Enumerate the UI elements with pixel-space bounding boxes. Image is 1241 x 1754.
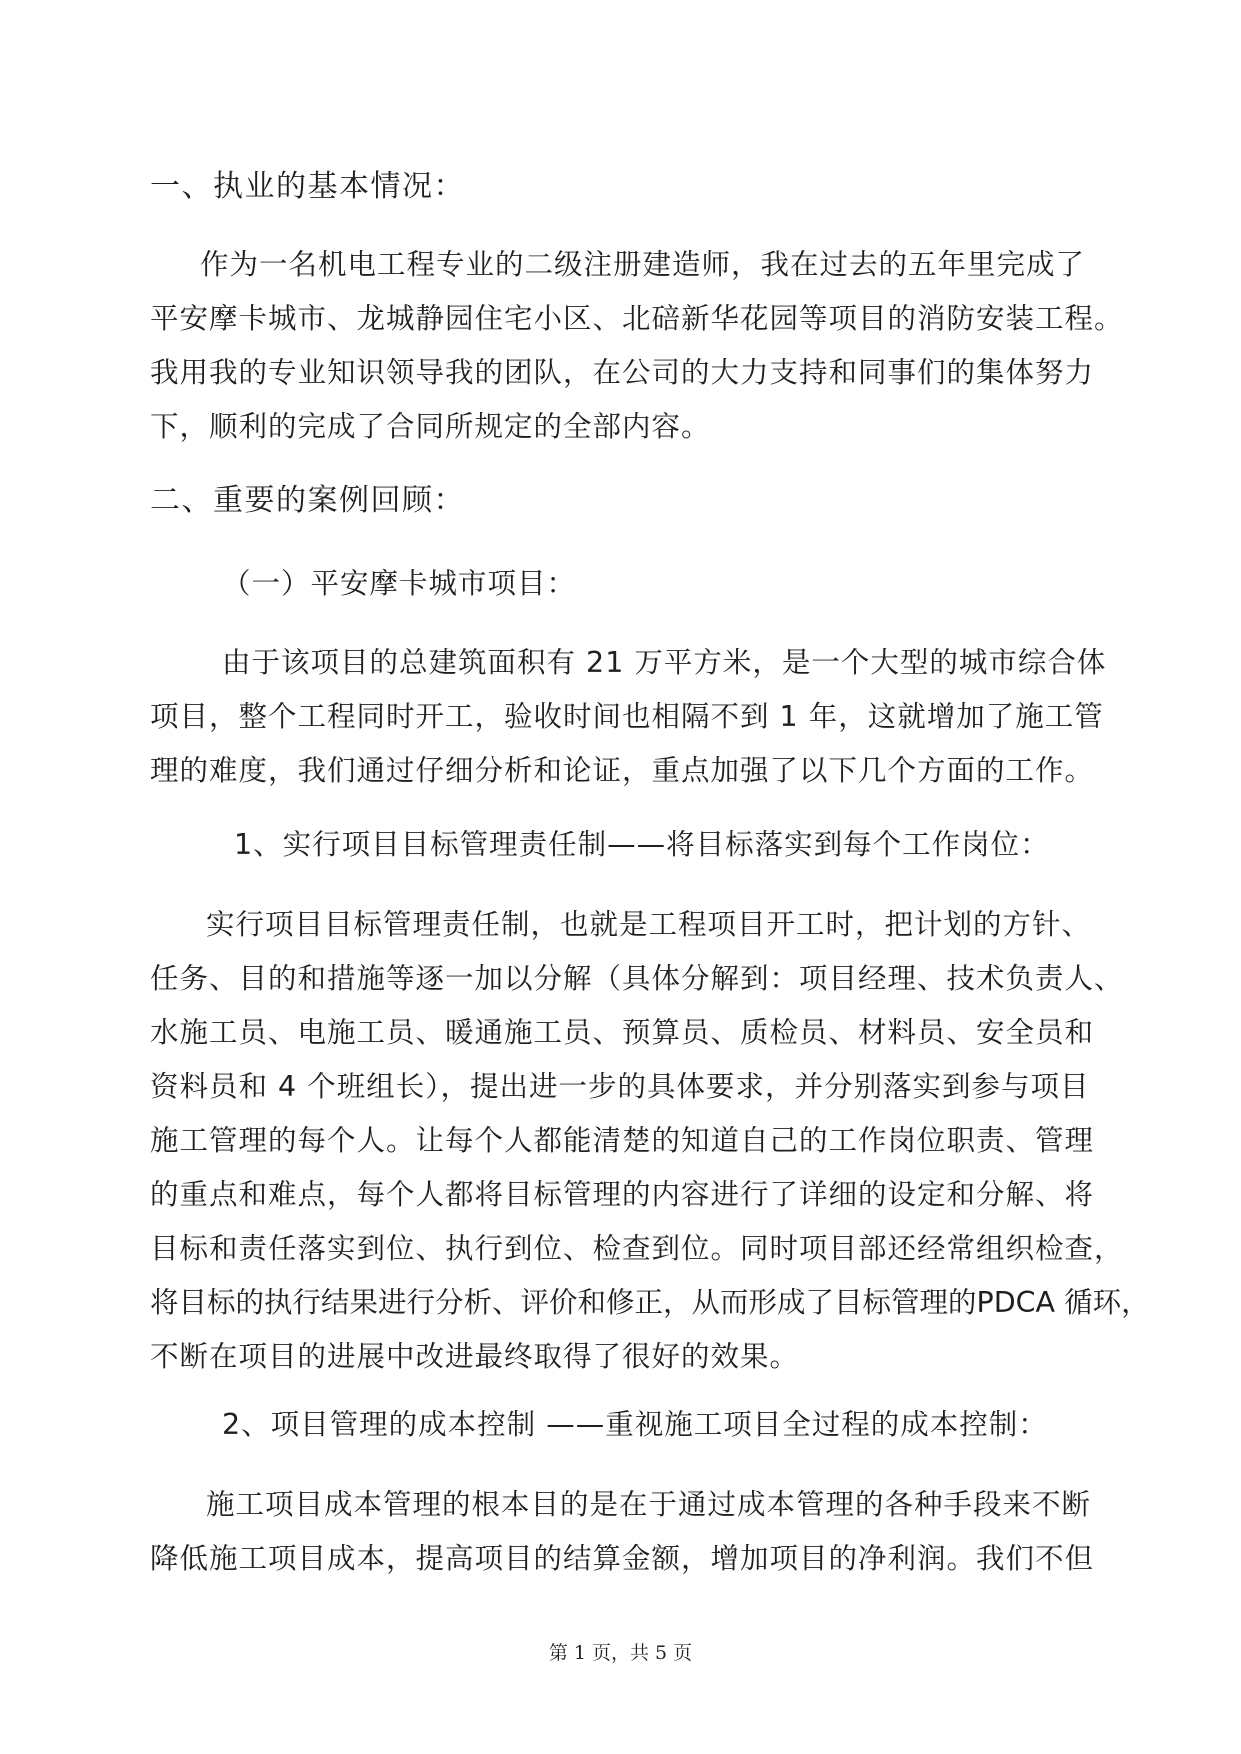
paragraph-line: 项目，整个工程同时开工，验收时间也相隔不到 1 年，这就增加了施工管 bbox=[150, 700, 1104, 733]
paragraph-line: 水施工员、电施工员、暖通施工员、预算员、质检员、材料员、安全员和 bbox=[150, 1016, 1095, 1049]
paragraph-line: 任务、目的和措施等逐一加以分解（具体分解到：项目经理、技术负责人、 bbox=[150, 962, 1124, 995]
paragraph-line: 理的难度，我们通过仔细分析和论证，重点加强了以下几个方面的工作。 bbox=[150, 754, 1095, 787]
paragraph-line: 由于该项目的总建筑面积有 21 万平方米，是一个大型的城市综合体 bbox=[222, 646, 1107, 679]
heading-text: 一、执业的基本情况： bbox=[150, 169, 465, 204]
paragraph-line: 不断在项目的进展中改进最终取得了很好的效果。 bbox=[150, 1340, 800, 1373]
section-2-heading bbox=[150, 474, 1095, 528]
item-2-paragraph bbox=[150, 1478, 1095, 1586]
subheading-text: 2、项目管理的成本控制 ——重视施工项目全过程的成本控制： bbox=[222, 1408, 1048, 1441]
paragraph-line: 施工管理的每个人。让每个人都能清楚的知道自己的工作岗位职责、管理 bbox=[150, 1124, 1095, 1157]
paragraph-line: 作为一名机电工程专业的二级注册建造师，我在过去的五年里完成了 bbox=[200, 248, 1086, 281]
paragraph-line: 目标和责任落实到位、执行到位、检查到位。同时项目部还经常组织检查， bbox=[150, 1232, 1124, 1265]
case-1-paragraph bbox=[150, 636, 1107, 798]
paragraph-line: 的重点和难点，每个人都将目标管理的内容进行了详细的设定和分解、将 bbox=[150, 1178, 1095, 1211]
subheading-text: 1、实行项目目标管理责任制——将目标落实到每个工作岗位： bbox=[234, 828, 1050, 861]
heading-text: 二、重要的案例回顾： bbox=[150, 483, 465, 518]
paragraph-line: 下，顺利的完成了合同所规定的全部内容。 bbox=[150, 410, 711, 443]
paragraph-line: 实行项目目标管理责任制，也就是工程项目开工时，把计划的方针、 bbox=[206, 908, 1092, 941]
paragraph-line: 平安摩卡城市、龙城静园住宅小区、北碚新华花园等项目的消防安装工程。 bbox=[150, 302, 1124, 335]
paragraph-line: 施工项目成本管理的根本目的是在于通过成本管理的各种手段来不断 bbox=[206, 1488, 1092, 1521]
section-1-heading bbox=[150, 160, 1095, 214]
item-1-paragraph bbox=[150, 898, 1150, 1384]
paragraph-line: 资料员和 4 个班组长），提出进一步的具体要求，并分别落实到参与项目 bbox=[150, 1070, 1090, 1103]
subheading-text: （一）平安摩卡城市项目： bbox=[222, 567, 577, 600]
section-1-paragraph bbox=[150, 238, 1124, 454]
item-2-heading bbox=[150, 1398, 1095, 1452]
case-1-heading bbox=[150, 557, 1095, 611]
paragraph-line: 降低施工项目成本，提高项目的结算金额，增加项目的净利润。我们不但 bbox=[150, 1542, 1095, 1575]
paragraph-line: 将目标的执行结果进行分析、评价和修正，从而形成了目标管理的PDCA 循环， bbox=[150, 1286, 1150, 1319]
item-1-heading bbox=[150, 818, 1095, 872]
paragraph-line: 我用我的专业知识领导我的团队，在公司的大力支持和同事们的集体努力 bbox=[150, 356, 1095, 389]
page-number-footer: 第 1 页，共 5 页 bbox=[548, 1642, 693, 1664]
